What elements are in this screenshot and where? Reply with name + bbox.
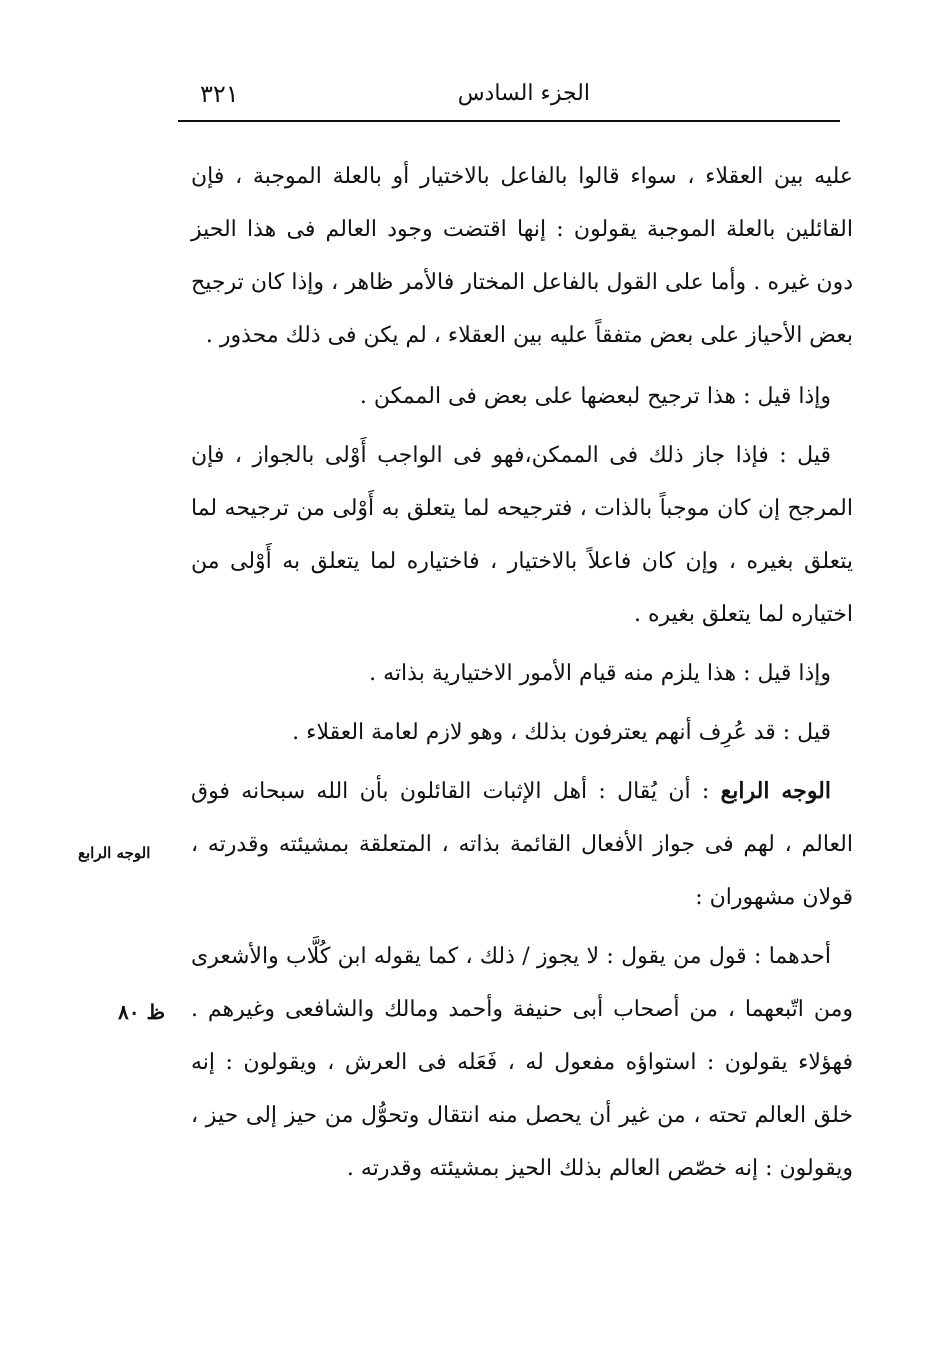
running-title: الجزء السادس	[457, 81, 590, 106]
margin-note-fourth-aspect: الوجه الرابع	[78, 844, 151, 862]
page-number: ٣٢١	[200, 80, 239, 108]
margin-note-folio: ظ ٨٠	[118, 1000, 165, 1024]
header-rule	[178, 120, 840, 122]
paragraph-3: قيل : فإذا جاز ذلك فى الممكن،فهو فى الواجب أَوْلى بالجواز ، فإن المرجح إن كان موجباً بالذات ، فترجيحه لما يتعلق به أَوْلى من ترجيحه لما يتعلق بغيره ، وإن كان فاعلاً بالاختيار ، فاختياره لما يتعلق به أَوْلى من اختياره لما يتعلق بغيره .	[191, 443, 853, 627]
section-lead: الوجه الرابع	[720, 778, 831, 804]
paragraph-6-text: : أن يُقال : أهل الإثبات القائلون بأن الله سبحانه فوق العالم ، لهم فى جواز الأفعال القائمة بذاته ، المتعلقة بمشيئته وقدرته ، قولان مشهوران :	[191, 779, 853, 910]
paragraph-5: قيل : قد عُرِف أنهم يعترفون بذلك ، وهو لازم لعامة العقلاء .	[292, 720, 831, 745]
page-header	[178, 74, 840, 114]
paragraph-6	[191, 765, 853, 924]
body-text	[191, 150, 853, 1201]
paragraph-1: عليه بين العقلاء ، سواء قالوا بالفاعل بالاختيار أو بالعلة الموجبة ، فإن القائلين بالعلة الموجبة يقولون : إنها اقتضت وجود العالم فى هذا الحيز دون غيره . وأما على القول بالفاعل المختار فالأمر ظاهر ، وإذا كان ترجيح بعض الأحياز على بعض متفقاً عليه بين العقلاء ، لم يكن فى ذلك محذور .	[191, 164, 853, 348]
paragraph-4: وإذا قيل : هذا يلزم منه قيام الأمور الاختيارية بذاته .	[369, 661, 831, 686]
paragraph-2: وإذا قيل : هذا ترجيح لبعضها على بعض فى الممكن .	[359, 384, 831, 409]
paragraph-7: أحدهما : قول من يقول : لا يجوز / ذلك ، كما يقوله ابن كُلَّاب والأشعرى ومن اتّبعهما ، من أصحاب أبى حنيفة وأحمد ومالك والشافعى وغيرهم . فهؤلاء يقولون : استواؤه مفعول له ، فَعَله فى العرش ، ويقولون : إنه خلق العالم تحته ، من غير أن يحصل منه انتقال وتحوُّل من حيز إلى حيز ، ويقولون : إنه خصّص العالم بذلك الحيز بمشيئته وقدرته .	[191, 944, 853, 1181]
